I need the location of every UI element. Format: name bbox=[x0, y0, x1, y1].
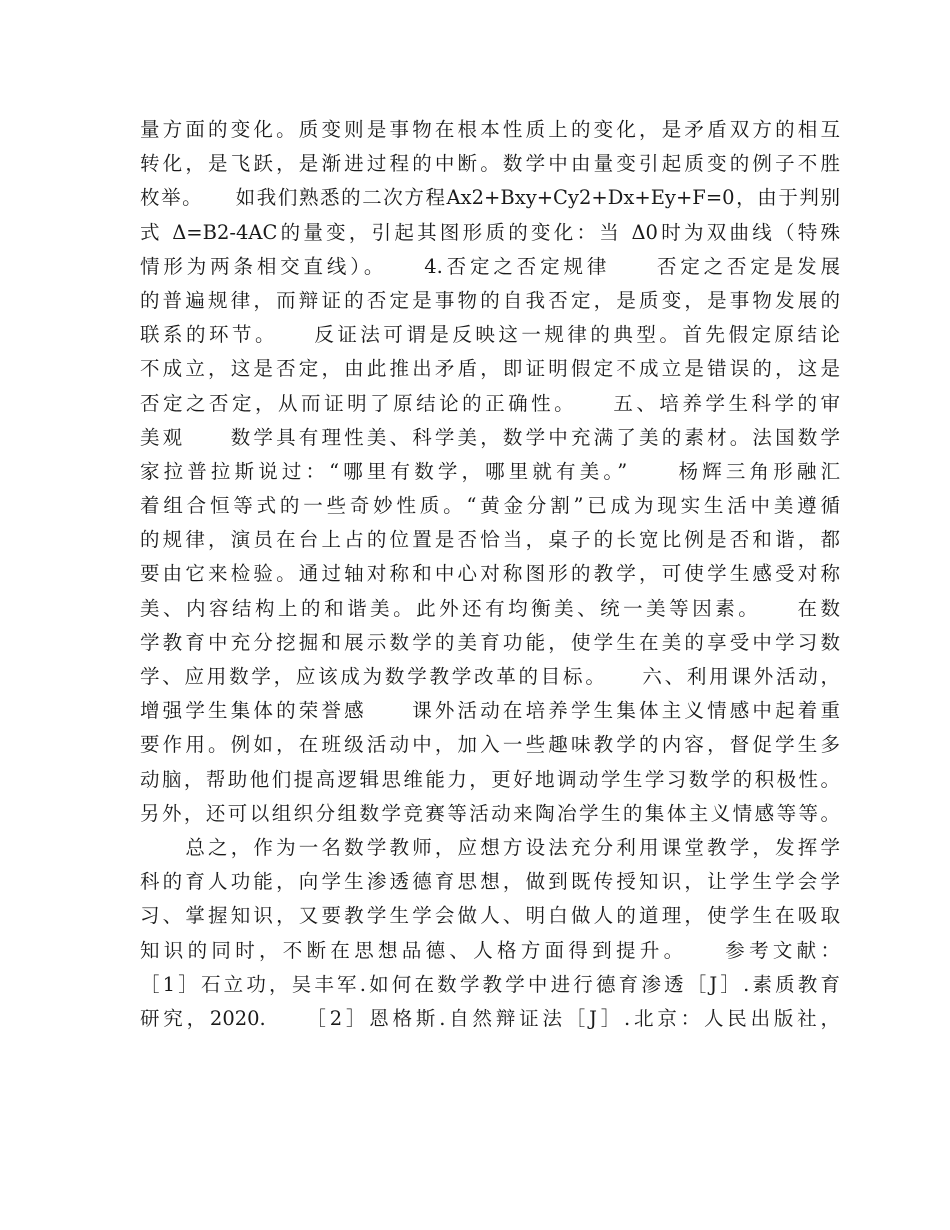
text-line: 要由它来检验。通过轴对称和中心对称图形的教学，可使学生感受对称 bbox=[140, 562, 840, 586]
text-line: 着组合恒等式的一些奇妙性质。“黄金分割”已成为现实生活中美遵循 bbox=[140, 494, 840, 518]
text-line: 不成立，这是否定，由此推出矛盾，即证明假定不成立是错误的，这是 bbox=[140, 357, 840, 381]
text-line: 情形为两条相交直线）。 4.否定之否定规律 否定之否定是发展 bbox=[140, 254, 840, 278]
text-line: 总之，作为一名数学教师，应想方设法充分利用课堂教学，发挥学 bbox=[140, 835, 840, 859]
text-line: 增强学生集体的荣誉感 课外活动在培养学生集体主义情感中起着重 bbox=[140, 699, 840, 723]
text-line: 动脑，帮助他们提高逻辑思维能力，更好地调动学生学习数学的积极性。 bbox=[140, 767, 840, 791]
text-line: 的规律，演员在台上占的位置是否恰当，桌子的长宽比例是否和谐，都 bbox=[140, 528, 840, 552]
body-text bbox=[140, 113, 840, 1036]
text-line: 知识的同时，不断在思想品德、人格方面得到提升。 参考文献： bbox=[140, 938, 840, 962]
text-line: 家拉普拉斯说过：“哪里有数学，哪里就有美。” 杨辉三角形融汇 bbox=[140, 459, 840, 483]
text-line: 的普遍规律，而辩证的否定是事物的自我否定，是质变，是事物发展的 bbox=[140, 288, 840, 312]
text-line: 另外，还可以组织分组数学竞赛等活动来陶冶学生的集体主义情感等等。 bbox=[140, 801, 840, 825]
text-line: 否定之否定，从而证明了原结论的正确性。 五、培养学生科学的审 bbox=[140, 391, 840, 415]
text-line: 学、应用数学，应该成为数学教学改革的目标。 六、利用课外活动， bbox=[140, 665, 840, 688]
text-line: ［1］石立功，吴丰军.如何在数学教学中进行德育渗透［J］.素质教育 bbox=[140, 972, 840, 996]
text-line: 量方面的变化。质变则是事物在根本性质上的变化，是矛盾双方的相互 bbox=[140, 118, 840, 141]
text-line: 转化，是飞跃，是渐进过程的中断。数学中由量变引起质变的例子不胜 bbox=[140, 152, 840, 176]
text-line: 习、掌握知识，又要教学生学会做人、明白做人的道理，使学生在吸取 bbox=[140, 904, 840, 928]
text-line: 式 Δ=B2-4AC的量变，引起其图形质的变化：当 Δ0时为双曲线（特殊 bbox=[140, 220, 840, 244]
text-line: 研究，2020. ［2］恩格斯.自然辩证法［J］.北京：人民出版社， bbox=[140, 1006, 840, 1030]
text-line: 联系的环节。 反证法可谓是反映这一规律的典型。首先假定原结论 bbox=[140, 323, 840, 347]
text-line: 科的育人功能，向学生渗透德育思想，做到既传授知识，让学生学会学 bbox=[140, 870, 840, 894]
text-line: 美观 数学具有理性美、科学美，数学中充满了美的素材。法国数学 bbox=[140, 425, 840, 449]
text-line: 要作用。例如，在班级活动中，加入一些趣味教学的内容，督促学生多 bbox=[140, 733, 840, 757]
text-line: 美、内容结构上的和谐美。此外还有均衡美、统一美等因素。 在数 bbox=[140, 596, 840, 620]
text-line: 学教育中充分挖掘和展示数学的美育功能，使学生在美的享受中学习数 bbox=[140, 630, 840, 654]
text-line: 枚举。 如我们熟悉的二次方程Ax2+Bxy+Cy2+Dx+Ey+F=0，由于判别 bbox=[140, 186, 840, 210]
